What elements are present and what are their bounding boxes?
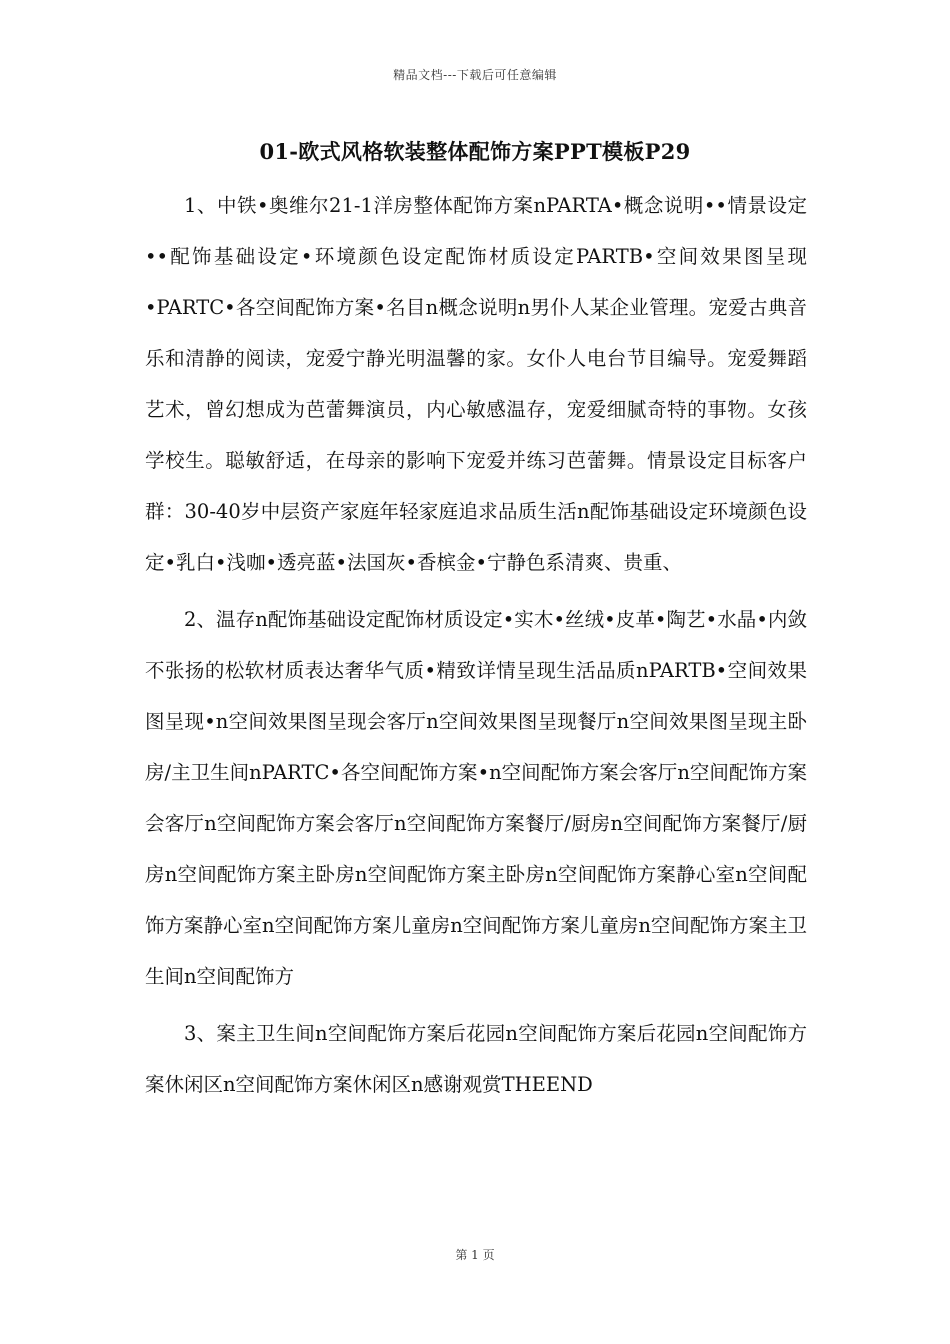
page-number: 第 1 页	[455, 1248, 495, 1262]
paragraph-2: 2、温存n配饰基础设定配饰材质设定•实木•丝绒•皮革•陶艺•水晶•内敛不张扬的松软材质表达奢华气质•精致详情呈现生活品质nPARTB•空间效果图呈现•n空间效果图呈现会客厅n空间效果图呈现餐厅n空间效果图呈现主卧房/主卫生间nPARTC•各空间配饰方案•n空间配饰方案会客厅n空间配饰方案会客厅n空间配饰方案会客厅n空间配饰方案餐厅/厨房n空间配饰方案餐厅/厨房n空间配饰方案主卧房n空间配饰方案主卧房n空间配饰方案静心室n空间配饰方案静心室n空间配饰方案儿童房n空间配饰方案儿童房n空间配饰方案主卫生间n空间配饰方	[145, 608, 807, 988]
paragraph-1: 1、中铁•奥维尔21-1洋房整体配饰方案nPARTA•概念说明••情景设定••配饰基础设定•环境颜色设定配饰材质设定PARTB•空间效果图呈现•PARTC•各空间配饰方案•名目n概念说明n男仆人某企业管理。宠爱古典音乐和清静的阅读，宠爱宁静光明温馨的家。女仆人电台节目编导。宠爱舞蹈艺术，曾幻想成为芭蕾舞演员，内心敏感温存，宠爱细腻奇特的事物。女孩学校生。聪敏舒适，在母亲的影响下宠爱并练习芭蕾舞。情景设定目标客户群：30-40岁中层资产家庭年轻家庭追求品质生活n配饰基础设定环境颜色设定•乳白•浅咖•透亮蓝•法国灰•香槟金•宁静色系清爽、贵重、	[145, 194, 807, 574]
paragraph-3: 3、案主卫生间n空间配饰方案后花园n空间配饰方案后花园n空间配饰方案休闲区n空间配饰方案休闲区n感谢观赏THEEND	[145, 1022, 807, 1096]
document-title: 01-欧式风格软装整体配饰方案PPT模板P29	[259, 139, 691, 164]
page-header: 精品文档---下载后可任意编辑	[393, 68, 557, 82]
document-body	[145, 180, 807, 1116]
